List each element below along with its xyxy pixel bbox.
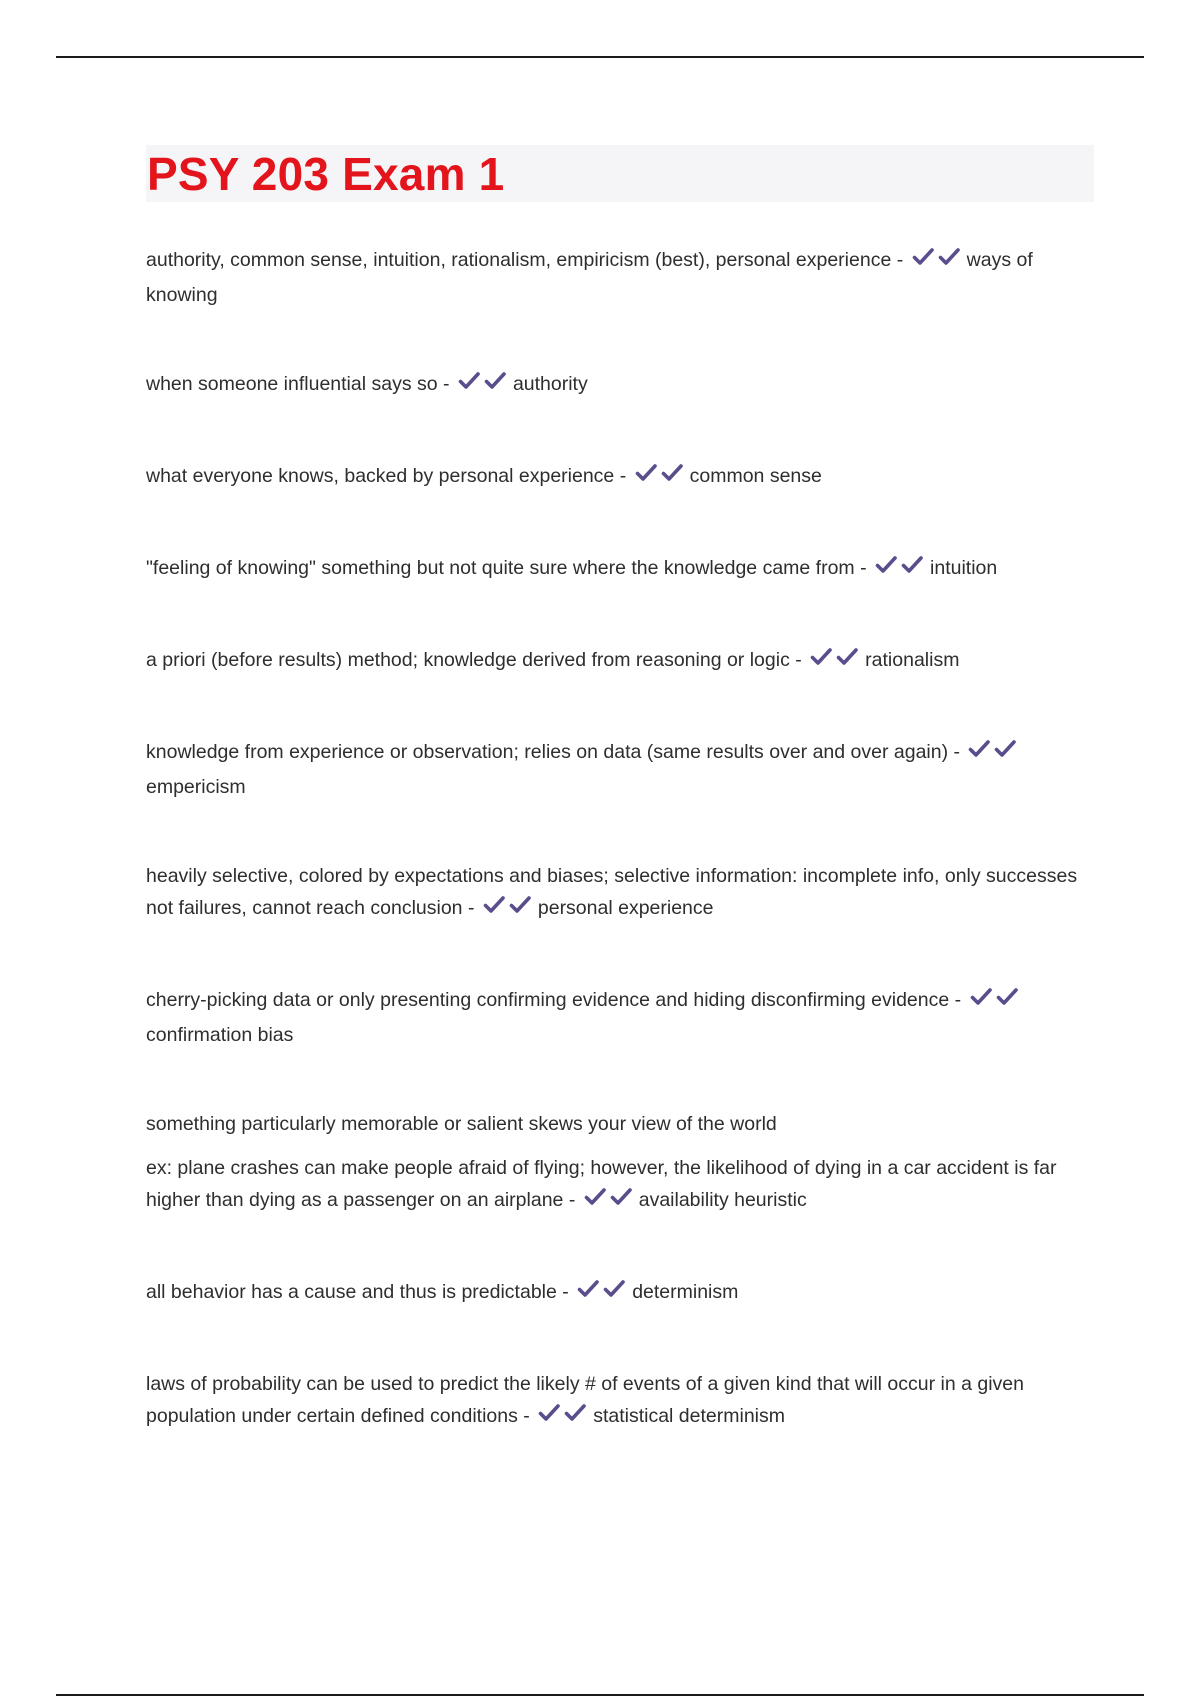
separator-dash: -: [568, 1189, 576, 1211]
separator-dash: -: [562, 1281, 569, 1303]
flashcard-question: all behavior has a cause and thus is predictable: [146, 1281, 557, 1303]
flashcard-answer: authority: [512, 373, 588, 395]
checkmark-icon: [602, 1277, 628, 1301]
flashcard-item: [146, 736, 1094, 803]
top-rule: [56, 56, 1144, 58]
checkmark-icon: [995, 985, 1021, 1009]
flashcard-text: [146, 1276, 1094, 1311]
flashcard-question: cherry-picking data or only presenting confirming evidence and hiding disconfirming evidence: [146, 989, 950, 1011]
flashcard-answer: determinism: [632, 1281, 739, 1303]
flashcard-question-intro: something particularly memorable or salient skews your view of the world: [146, 1113, 777, 1135]
document-body: [146, 145, 1094, 1435]
flashcard-answer: empericism: [146, 776, 246, 798]
checkmark-icon: [809, 645, 835, 669]
separator-dash: -: [443, 373, 450, 395]
double-check-icons: [634, 461, 686, 495]
separator-dash: -: [467, 897, 475, 919]
checkmark-icon: [835, 645, 861, 669]
flashcard-item: [146, 984, 1094, 1051]
checkmark-icon: [483, 369, 509, 393]
separator-dash: -: [619, 465, 627, 487]
checkmark-icon: [900, 553, 926, 577]
flashcard-text: [146, 244, 1094, 311]
separator-dash: -: [954, 989, 962, 1011]
checkmark-icon: [969, 985, 995, 1009]
bottom-rule: [56, 1694, 1144, 1696]
checkmark-icon: [874, 553, 900, 577]
double-check-icons: [967, 737, 1019, 771]
double-check-icons: [537, 1401, 589, 1435]
checkmark-icon: [482, 893, 508, 917]
checkmark-icon: [563, 1401, 589, 1425]
double-check-icons: [969, 985, 1021, 1019]
flashcard-question: what everyone knows, backed by personal experience: [146, 465, 615, 487]
title-bar: [146, 145, 1094, 202]
flashcard-answer: rationalism: [865, 649, 960, 671]
double-check-icons: [457, 369, 509, 403]
flashcard-text: [146, 984, 1094, 1051]
checkmark-icon: [993, 737, 1019, 761]
checkmark-icon: [457, 369, 483, 393]
flashcard-item: [146, 368, 1094, 403]
double-check-icons: [911, 245, 963, 279]
flashcard-answer: ways of knowing: [146, 249, 1033, 306]
flashcard-answer: confirmation bias: [146, 1024, 294, 1046]
flashcard-answer: common sense: [689, 465, 822, 487]
double-check-icons: [576, 1277, 628, 1311]
flashcard-item: [146, 860, 1094, 927]
flashcard-text: [146, 860, 1094, 927]
flashcard-item: [146, 460, 1094, 495]
flashcard-item: [146, 644, 1094, 679]
checkmark-icon: [967, 737, 993, 761]
flashcard-question: laws of probability can be used to predict the likely # of events of a given kind that will occur in a given population under certain defined conditions: [146, 1373, 1024, 1427]
flashcard-text: [146, 1152, 1094, 1219]
double-check-icons: [809, 645, 861, 679]
flashcard-question: a priori (before results) method; knowledge derived from reasoning or logic: [146, 649, 790, 671]
checkmark-icon: [937, 245, 963, 269]
flashcard-answer: intuition: [930, 557, 998, 579]
flashcard-question: knowledge from experience or observation; relies on data (same results over and over again): [146, 741, 949, 763]
page-title: PSY 203 Exam 1: [147, 147, 505, 200]
flashcard-text: [146, 644, 1094, 679]
flashcard-text: [146, 736, 1094, 803]
flashcard-item: [146, 1108, 1094, 1219]
flashcard-list: [146, 244, 1094, 1435]
flashcard-item: [146, 1368, 1094, 1435]
double-check-icons: [482, 893, 534, 927]
double-check-icons: [583, 1185, 635, 1219]
checkmark-icon: [911, 245, 937, 269]
checkmark-icon: [660, 461, 686, 485]
separator-dash: -: [896, 249, 904, 271]
flashcard-question: ex: plane crashes can make people afraid of flying; however, the likelihood of dying in a car accident is far higher than dying as a passenger on an airplane: [146, 1157, 1057, 1211]
separator-dash: -: [795, 649, 802, 671]
separator-dash: -: [953, 741, 961, 763]
flashcard-item: [146, 244, 1094, 311]
separator-dash: -: [860, 557, 867, 579]
flashcard-question: heavily selective, colored by expectations and biases; selective information: incomplete info, only successes not failures, cannot reach conclusion: [146, 865, 1078, 919]
checkmark-icon: [537, 1401, 563, 1425]
flashcard-question: authority, common sense, intuition, rationalism, empiricism (best), personal experience: [146, 249, 892, 271]
checkmark-icon: [508, 893, 534, 917]
double-check-icons: [874, 553, 926, 587]
flashcard-item: [146, 1276, 1094, 1311]
flashcard-item: [146, 552, 1094, 587]
flashcard-text: [146, 368, 1094, 403]
checkmark-icon: [576, 1277, 602, 1301]
flashcard-text: [146, 1368, 1094, 1435]
flashcard-answer: statistical determinism: [593, 1405, 786, 1427]
flashcard-text: [146, 460, 1094, 495]
checkmark-icon: [583, 1185, 609, 1209]
checkmark-icon: [609, 1185, 635, 1209]
separator-dash: -: [523, 1405, 530, 1427]
checkmark-icon: [634, 461, 660, 485]
flashcard-question: "feeling of knowing" something but not quite sure where the knowledge came from: [146, 557, 855, 579]
flashcard-question: when someone influential says so: [146, 373, 438, 395]
flashcard-text: [146, 552, 1094, 587]
flashcard-answer: availability heuristic: [638, 1189, 807, 1211]
flashcard-answer: personal experience: [537, 897, 714, 919]
